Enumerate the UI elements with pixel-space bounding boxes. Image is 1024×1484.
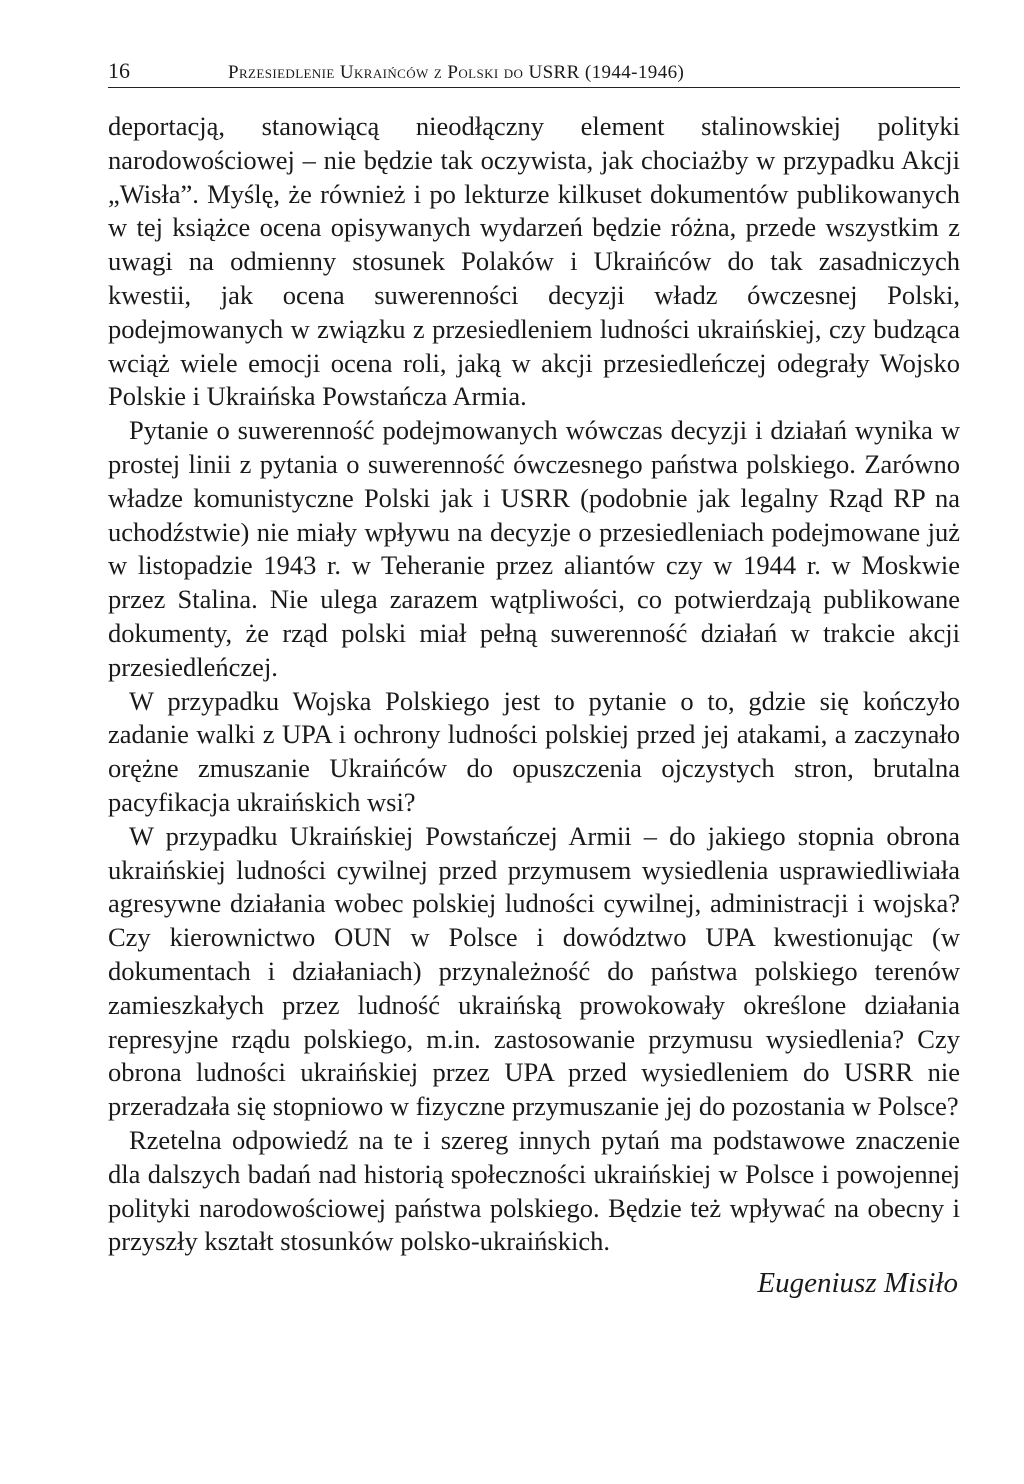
paragraph-3: W przypadku Wojska Polskiego jest to pytanie o to, gdzie się kończyło zadanie walki z UPA i ochrony ludności polskiej przed jej atakami, a zaczynało orężne zmuszanie Ukraińców do opuszczenia ojczystych stron, brutalna pacyfikacja ukraińskich wsi? [108,685,960,817]
author-signature: Eugeniusz Misiło [757,1267,958,1300]
page-number: 16 [108,58,130,83]
paragraph-2: Pytanie o suwerenność podejmowanych wówczas decyzji i działań wynika w prostej linii z pytania o suwerenność ówczesnego państwa polskiego. Zarówno władze komunistyczne Polski jak i USRR (podobnie jak legalny Rząd RP na uchodźstwie) nie miały wpływu na decyzje o przesiedleniach podejmowane już w listopadzie 1943 r. w Teheranie przez aliantów czy w 1944 r. w Moskwie przez Stalina. Nie ulega zarazem wątpliwości, co potwierdzają publikowane dokumenty, że rząd polski miał pełną suwerenność działań w trakcie akcji przesiedleńczej. [108,415,960,682]
book-page [108,60,960,1301]
paragraph-5: Rzetelna odpowiedź na te i szereg innych pytań ma podstawowe znaczenie dla dalszych badań nad historią społeczności ukraińskiej w Polsce i powojennej polityki narodowościowej państwa polskiego. Będzie też wpływać na obecny i przyszły kształt stosunków polsko-ukraińskich. [108,1124,960,1257]
running-head-title: Przesiedlenie Ukraińców z Polski do USRR (1944-1946) [228,62,685,83]
paragraph-4: W przypadku Ukraińskiej Powstańczej Armii – do jakiego stopnia obrona ukraińskiej ludności cywilnej przed przymusem wysiedlenia usprawiedliwiała agresywne działania wobec polskiej ludności cywilnej, administracji i wojska? Czy kierownictwo OUN w Polsce i dowództwo UPA kwestionując (w dokumentach i działaniach) przynależność do państwa polskiego terenów zamieszkałych przez ludność ukraińską prowokowały określone działania represyjne rządu polskiego, m.in. zastosowanie przymusu wysiedlenia? Czy obrona ludności ukraińskiej przez UPA przed wysiedleniem do USRR nie przeradzała się stopniowo w fizyczne przymuszanie jej do pozostania w Polsce? [108,820,960,1122]
running-head [108,60,960,88]
paragraph-1: deportacją, stanowiącą nieodłączny element stalinowskiej polityki narodowościowej – nie będzie tak oczywista, jak chociażby w przypadku Akcji „Wisła”. Myślę, że również i po lekturze kilkuset dokumentów publikowanych w tej książce ocena opisywanych wydarzeń będzie różna, przede wszystkim z uwagi na odmienny stosunek Polaków i Ukraińców do tak zasadniczych kwestii, jak ocena suwerenności decyzji władz ówczesnej Polski, podejmowanych w związku z przesiedleniem ludności ukraińskiej, czy budząca wciąż wiele emocji ocena roli, jaką w akcji przesiedleńczej odegrały Wojsko Polskie i Ukraińska Powstańcza Armia. [108,111,960,412]
body-text [108,110,960,1259]
